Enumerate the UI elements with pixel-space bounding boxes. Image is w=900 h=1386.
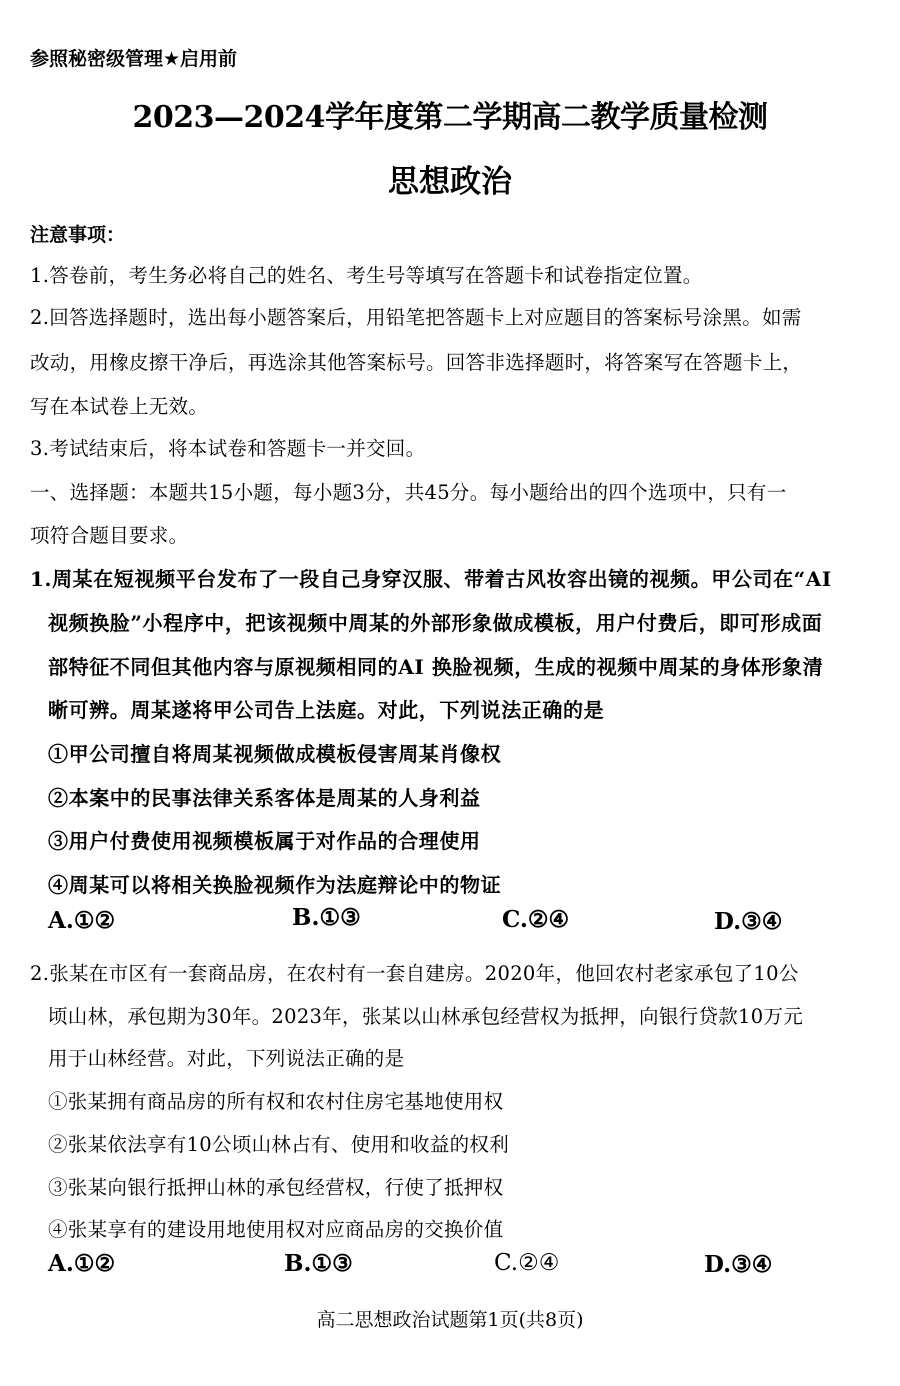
q1-item: ①甲公司擅自将周某视频做成模板侵害周某肖像权 <box>48 742 502 766</box>
notice-heading: 注意事项： <box>30 224 126 246</box>
q2-item: ④张某享有的建设用地使用权对应商品房的交换价值 <box>48 1218 504 1241</box>
section-instruction: 一、选择题：本题共15小题，每小题3分，共45分。每小题给出的四个选项中，只有一 <box>30 481 787 504</box>
q1-option-b: B.①③ <box>292 904 361 931</box>
notice-line: 改动，用橡皮擦干净后，再选涂其他答案标号。回答非选择题时，将答案写在答题卡上， <box>30 351 803 374</box>
q1-stem-line: 晰可辨。周某遂将甲公司告上法庭。对此，下列说法正确的是 <box>48 698 605 722</box>
notice-line: 1.答卷前，考生务必将自己的姓名、考生号等填写在答题卡和试卷指定位置。 <box>30 264 703 287</box>
q1-stem-line: 部特征不同但其他内容与原视频相同的AI 换脸视频，生成的视频中周某的身体形象清 <box>48 655 824 679</box>
notice-line: 写在本试卷上无效。 <box>30 395 209 418</box>
q2-option-a: A.①② <box>48 1250 116 1277</box>
q2-stem-line: 用于山林经营。对此，下列说法正确的是 <box>48 1047 405 1070</box>
q2-option-d: D.③④ <box>704 1251 773 1278</box>
q2-option-b: B.①③ <box>284 1250 353 1277</box>
notice-line: 2.回答选择题时，选出每小题答案后，用铅笔把答题卡上对应题目的答案标号涂黑。如需 <box>30 306 802 329</box>
q2-stem-line: 顷山林，承包期为30年。2023年，张某以山林承包经营权为抵押，向银行贷款10万元 <box>48 1005 804 1028</box>
notice-line: 3.考试结束后，将本试卷和答题卡一并交回。 <box>30 437 426 460</box>
q1-option-c: C.②④ <box>502 906 570 933</box>
subject-title: 思想政治 <box>388 164 512 200</box>
q2-item: ③张某向银行抵押山林的承包经营权，行使了抵押权 <box>48 1176 504 1199</box>
q1-item: ③用户付费使用视频模板属于对作品的合理使用 <box>48 829 481 853</box>
section-instruction: 项符合题目要求。 <box>30 524 189 547</box>
q1-item: ④周某可以将相关换脸视频作为法庭辩论中的物证 <box>48 873 502 897</box>
q2-item: ②张某依法享有10公顷山林占有、使用和收益的权利 <box>48 1133 510 1156</box>
q2-option-c: C.②④ <box>494 1250 560 1276</box>
q2-stem-line: 2.张某在市区有一套商品房，在农村有一套自建房。2020年，他回农村老家承包了10公 <box>30 962 799 985</box>
q1-stem-line: 1.周某在短视频平台发布了一段自己身穿汉服、带着古风妆容出镜的视频。甲公司在“AI <box>30 567 832 591</box>
page-footer: 高二思想政治试题第1页(共8页) <box>316 1309 584 1331</box>
q1-item: ②本案中的民事法律关系客体是周某的人身利益 <box>48 786 481 810</box>
exam-title: 2023—2024学年度第二学期高二教学质量检测 <box>132 100 768 135</box>
q1-stem-line: 视频换脸”小程序中，把该视频中周某的外部形象做成模板，用户付费后，即可形成面 <box>48 611 823 635</box>
confidentiality-label: 参照秘密级管理★启用前 <box>30 48 238 70</box>
q1-option-a: A.①② <box>48 907 116 934</box>
q1-option-d: D.③④ <box>714 908 783 935</box>
q2-item: ①张某拥有商品房的所有权和农村住房宅基地使用权 <box>48 1090 504 1113</box>
